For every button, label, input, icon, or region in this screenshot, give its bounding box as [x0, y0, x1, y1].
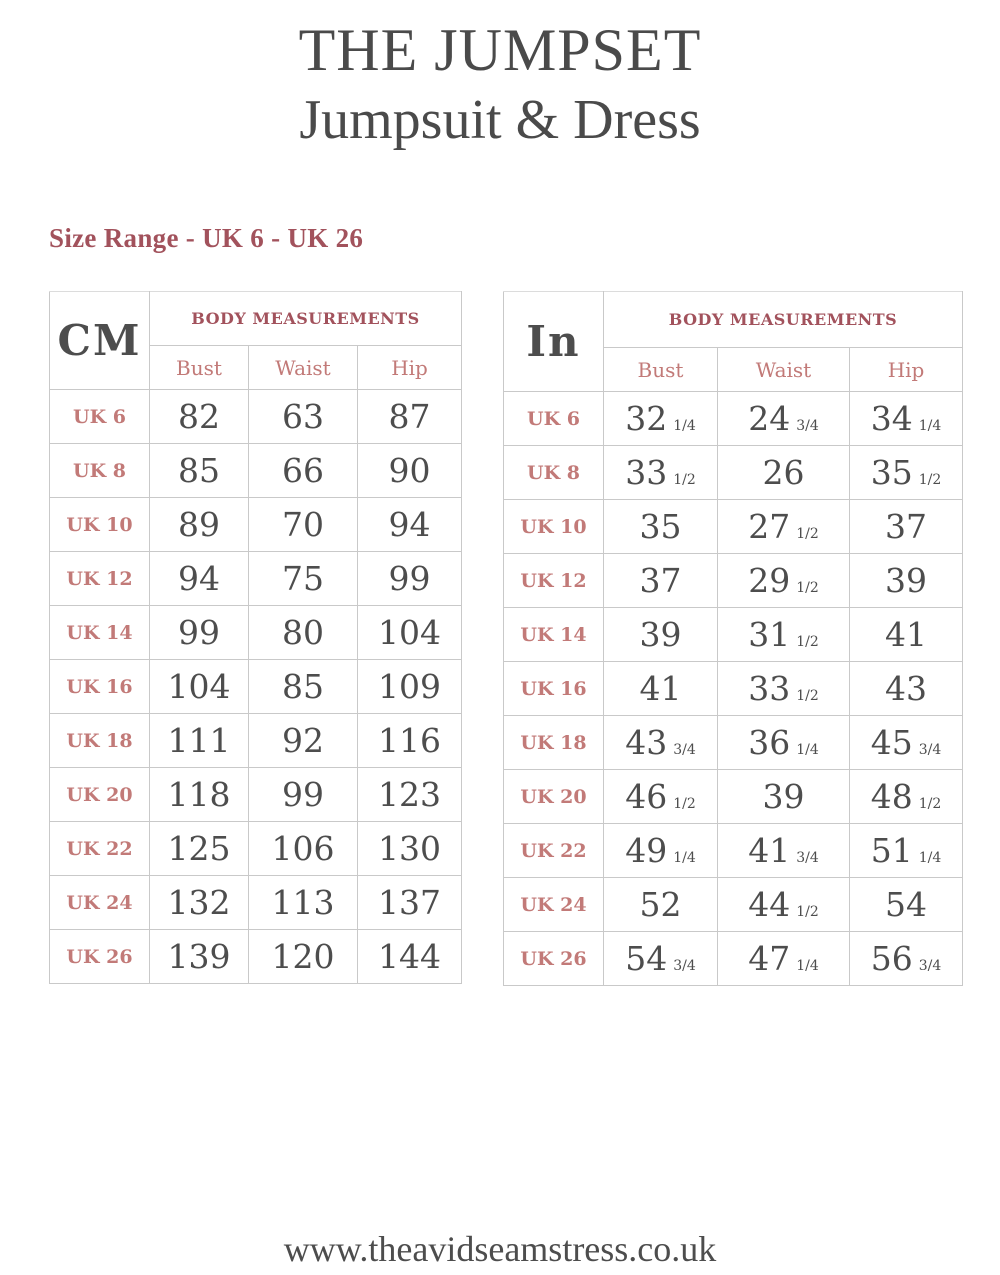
- hip-value: [850, 932, 963, 986]
- bust-value: [604, 878, 718, 932]
- bust-fraction: 1/4: [673, 850, 696, 866]
- waist-value: 113: [249, 876, 358, 930]
- table-row: [504, 932, 963, 986]
- bust-value: [604, 446, 718, 500]
- hip-value: 109: [358, 660, 462, 714]
- hip-value: 90: [358, 444, 462, 498]
- bust-whole: 41: [639, 669, 682, 708]
- waist-value: 75: [249, 552, 358, 606]
- hip-fraction: 1/4: [918, 850, 942, 866]
- table-row: [504, 554, 963, 608]
- hip-value: [850, 716, 963, 770]
- bust-value: 139: [150, 930, 249, 984]
- size-label: UK 6: [50, 390, 150, 444]
- hip-whole: 39: [885, 561, 928, 600]
- table-row: [504, 878, 963, 932]
- waist-fraction: 1/2: [796, 580, 819, 596]
- hip-whole: 54: [885, 885, 928, 924]
- size-label: UK 24: [50, 876, 150, 930]
- size-label: UK 6: [504, 392, 604, 446]
- bust-value: 125: [150, 822, 249, 876]
- size-range-label: Size Range - UK 6 - UK 26: [49, 223, 364, 253]
- table-row: [50, 498, 462, 552]
- table-row: [50, 606, 462, 660]
- unit-header-cm: CM: [50, 292, 150, 390]
- table-row: [504, 392, 963, 446]
- size-label: UK 20: [50, 768, 150, 822]
- table-row: [504, 500, 963, 554]
- bust-value: [604, 770, 718, 824]
- hip-whole: 45: [870, 723, 913, 762]
- hip-value: [850, 500, 963, 554]
- waist-value: 92: [249, 714, 358, 768]
- hip-value: 94: [358, 498, 462, 552]
- waist-fraction: 1/2: [796, 904, 819, 920]
- body-measurements-header: BODY MEASUREMENTS: [604, 292, 963, 348]
- waist-fraction: 3/4: [796, 418, 819, 434]
- column-header-bust: Bust: [604, 348, 718, 392]
- bust-whole: 54: [625, 939, 668, 978]
- size-label: UK 8: [50, 444, 150, 498]
- waist-fraction: 1/2: [796, 688, 819, 704]
- size-label: UK 22: [504, 824, 604, 878]
- waist-value: [718, 932, 850, 986]
- size-label: UK 20: [504, 770, 604, 824]
- hip-fraction: 3/4: [918, 742, 942, 758]
- waist-whole: 39: [762, 777, 805, 816]
- hip-whole: 34: [870, 399, 913, 438]
- bust-whole: 46: [625, 777, 668, 816]
- waist-value: 80: [249, 606, 358, 660]
- column-header-bust: Bust: [150, 346, 249, 390]
- size-label: UK 18: [504, 716, 604, 770]
- waist-fraction: 1/2: [796, 526, 819, 542]
- waist-value: [718, 500, 850, 554]
- bust-value: 89: [150, 498, 249, 552]
- website-url: www.theavidseamstress.co.uk: [283, 1229, 717, 1269]
- hip-value: 137: [358, 876, 462, 930]
- hip-value: 130: [358, 822, 462, 876]
- waist-whole: 29: [748, 561, 791, 600]
- waist-value: [718, 662, 850, 716]
- size-label: UK 10: [50, 498, 150, 552]
- inch-size-table: [503, 291, 963, 986]
- waist-whole: 33: [748, 669, 791, 708]
- page-subtitle: Jumpsuit & Dress: [299, 89, 701, 151]
- hip-fraction: 3/4: [918, 958, 942, 974]
- table-row: [50, 552, 462, 606]
- waist-whole: 44: [748, 885, 791, 924]
- bust-value: [604, 716, 718, 770]
- bust-whole: 35: [639, 507, 682, 546]
- waist-value: 63: [249, 390, 358, 444]
- waist-whole: 24: [748, 399, 791, 438]
- size-label: UK 14: [50, 606, 150, 660]
- hip-value: 144: [358, 930, 462, 984]
- hip-value: 123: [358, 768, 462, 822]
- hip-fraction: 1/2: [918, 472, 942, 488]
- hip-whole: 43: [885, 669, 928, 708]
- bust-whole: 33: [625, 453, 668, 492]
- table-row: [504, 716, 963, 770]
- waist-fraction: 3/4: [796, 850, 819, 866]
- table-row: [50, 390, 462, 444]
- table-row: [50, 444, 462, 498]
- table-row: [50, 768, 462, 822]
- waist-value: [718, 608, 850, 662]
- table-row: [50, 930, 462, 984]
- size-label: UK 16: [504, 662, 604, 716]
- hip-value: [850, 608, 963, 662]
- waist-value: 106: [249, 822, 358, 876]
- waist-whole: 47: [748, 939, 791, 978]
- size-label: UK 10: [504, 500, 604, 554]
- waist-value: [718, 770, 850, 824]
- bust-fraction: 3/4: [673, 958, 696, 974]
- waist-whole: 36: [748, 723, 791, 762]
- waist-value: [718, 824, 850, 878]
- size-label: UK 12: [50, 552, 150, 606]
- table-row: [50, 714, 462, 768]
- waist-value: [718, 878, 850, 932]
- hip-value: [850, 662, 963, 716]
- cm-table-body: [50, 390, 462, 984]
- hip-value: [850, 824, 963, 878]
- hip-value: [850, 446, 963, 500]
- hip-whole: 37: [885, 507, 928, 546]
- table-row: [504, 824, 963, 878]
- bust-whole: 43: [625, 723, 668, 762]
- size-label: UK 14: [504, 608, 604, 662]
- hip-value: [850, 878, 963, 932]
- size-label: UK 26: [50, 930, 150, 984]
- hip-fraction: 1/4: [918, 418, 942, 434]
- bust-value: 118: [150, 768, 249, 822]
- bust-whole: 49: [625, 831, 668, 870]
- bust-whole: 52: [639, 885, 682, 924]
- hip-value: [850, 554, 963, 608]
- waist-value: 66: [249, 444, 358, 498]
- size-label: UK 18: [50, 714, 150, 768]
- body-measurements-header: BODY MEASUREMENTS: [150, 292, 462, 346]
- waist-whole: 31: [748, 615, 791, 654]
- table-row: [50, 660, 462, 714]
- bust-value: 132: [150, 876, 249, 930]
- size-label: UK 12: [504, 554, 604, 608]
- bust-value: 85: [150, 444, 249, 498]
- waist-value: [718, 392, 850, 446]
- table-row: [50, 822, 462, 876]
- bust-whole: 37: [639, 561, 682, 600]
- bust-value: [604, 554, 718, 608]
- table-row: [50, 876, 462, 930]
- size-label: UK 16: [50, 660, 150, 714]
- bust-value: [604, 392, 718, 446]
- bust-value: [604, 824, 718, 878]
- waist-value: 120: [249, 930, 358, 984]
- bust-value: [604, 500, 718, 554]
- waist-value: [718, 716, 850, 770]
- hip-whole: 41: [885, 615, 928, 654]
- column-header-hip: Hip: [358, 346, 462, 390]
- bust-whole: 39: [639, 615, 682, 654]
- waist-whole: 41: [748, 831, 791, 870]
- bust-fraction: 3/4: [673, 742, 696, 758]
- hip-value: 99: [358, 552, 462, 606]
- hip-value: 104: [358, 606, 462, 660]
- waist-fraction: 1/4: [796, 958, 819, 974]
- column-header-hip: Hip: [850, 348, 963, 392]
- bust-whole: 32: [625, 399, 668, 438]
- page-title: THE JUMPSET: [298, 17, 702, 83]
- waist-whole: 27: [748, 507, 791, 546]
- hip-value: 116: [358, 714, 462, 768]
- hip-value: [850, 770, 963, 824]
- bust-fraction: 1/4: [673, 418, 696, 434]
- waist-value: [718, 446, 850, 500]
- waist-value: 85: [249, 660, 358, 714]
- bust-value: 82: [150, 390, 249, 444]
- bust-value: [604, 608, 718, 662]
- bust-fraction: 1/2: [673, 472, 696, 488]
- table-row: [504, 446, 963, 500]
- hip-whole: 35: [870, 453, 913, 492]
- table-row: [504, 662, 963, 716]
- size-label: UK 22: [50, 822, 150, 876]
- bust-value: 99: [150, 606, 249, 660]
- bust-value: [604, 662, 718, 716]
- table-row: [504, 770, 963, 824]
- waist-value: 70: [249, 498, 358, 552]
- size-label: UK 26: [504, 932, 604, 986]
- bust-value: 94: [150, 552, 249, 606]
- hip-value: 87: [358, 390, 462, 444]
- bust-value: 111: [150, 714, 249, 768]
- waist-value: [718, 554, 850, 608]
- waist-fraction: 1/2: [796, 634, 819, 650]
- size-label: UK 24: [504, 878, 604, 932]
- hip-whole: 48: [870, 777, 913, 816]
- bust-fraction: 1/2: [673, 796, 696, 812]
- waist-fraction: 1/4: [796, 742, 819, 758]
- cm-size-table: [49, 291, 462, 984]
- bust-value: 104: [150, 660, 249, 714]
- hip-value: [850, 392, 963, 446]
- inch-table-body: [504, 392, 963, 986]
- column-header-waist: Waist: [718, 348, 850, 392]
- bust-value: [604, 932, 718, 986]
- hip-whole: 56: [870, 939, 913, 978]
- unit-header-in: In: [504, 292, 604, 392]
- hip-fraction: 1/2: [918, 796, 942, 812]
- hip-whole: 51: [870, 831, 913, 870]
- table-row: [504, 608, 963, 662]
- waist-whole: 26: [762, 453, 805, 492]
- column-header-waist: Waist: [249, 346, 358, 390]
- waist-value: 99: [249, 768, 358, 822]
- size-label: UK 8: [504, 446, 604, 500]
